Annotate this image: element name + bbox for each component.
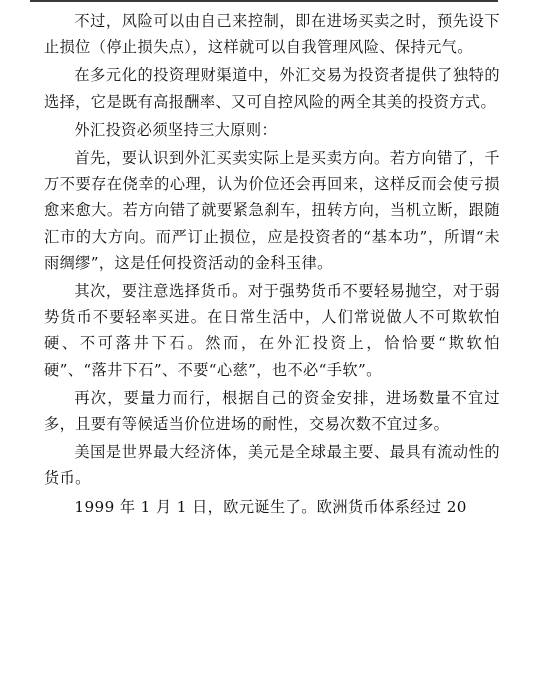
paragraph-euro: 1999 年 1 月 1 日，欧元诞生了。欧洲货币体系经过 20 xyxy=(74,497,467,516)
paragraph-second-principle: 其次，要注意选择货币。对于强势货币不要轻易抛空，对于弱势货币不要轻率买进。在日常生活中，人们常说做人不可欺软怕硬、不可落井下石。然而，在外汇投资上，恰恰要“欺软怕硬”、“落井下石”、不要“心慈”，也不必“手软”。 xyxy=(44,282,500,379)
paragraph-first-principle: 首先，要认识到外汇买卖实际上是买卖方向。若方向错了，千万不要存在侥幸的心理，认为价位还会再回来，这样反而会使亏损愈来愈大。若方向错了就要紧急刹车，扭转方向，当机立断，跟随汇市的大方向。而严订止损位，应是投资者的“基本功”，所谓“未雨绸缪”，这是任何投资活动的金科玉律。 xyxy=(44,149,500,272)
paragraph-risk-control: 不过，风险可以由自己来控制，即在进场买卖之时，预先设下止损位（停止损失点），这样就可以自我管理风险、保持元气。 xyxy=(44,12,500,57)
paragraph-third-principle: 再次，要量力而行，根据自己的资金安排，进场数量不宜过多，且要有等候适当价位进场的耐性，交易次数不宜过多。 xyxy=(44,388,500,434)
paragraph-forex-choice: 在多元化的投资理财渠道中，外汇交易为投资者提供了独特的选择，它是既有高报酬率、又可自控风险的两全其美的投资方式。 xyxy=(44,66,500,111)
paragraph-three-principles: 外汇投资必须坚持三大原则： xyxy=(74,120,278,139)
paragraph-us-dollar: 美国是世界最大经济体，美元是全球最主要、最具有流动性的货币。 xyxy=(44,443,500,488)
top-rule xyxy=(30,0,498,2)
body-text xyxy=(44,8,500,520)
